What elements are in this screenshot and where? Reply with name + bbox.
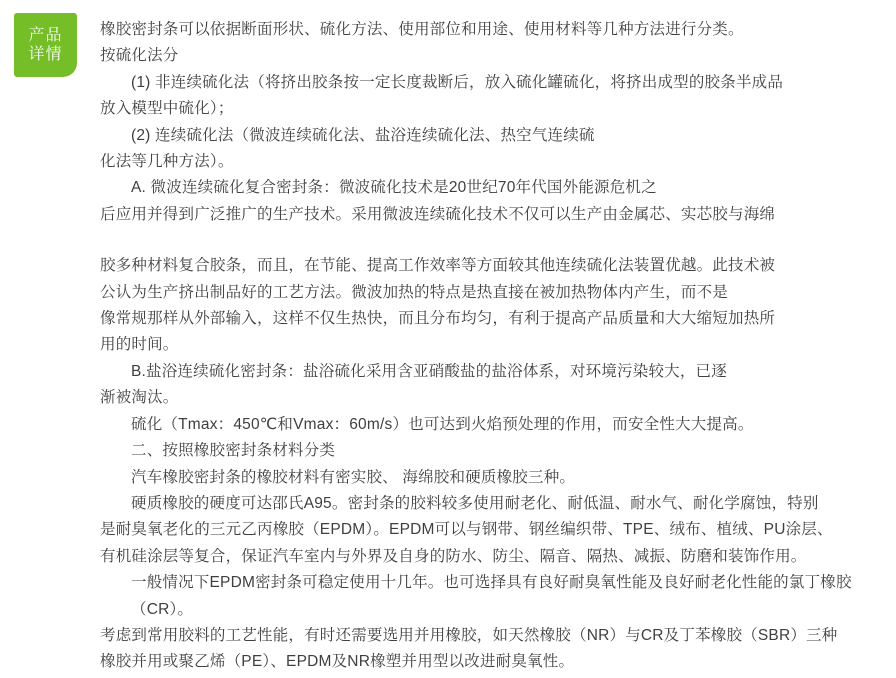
text-line: 有机硅涂层等复合，保证汽车室内与外界及自身的防水、防尘、隔音、隔热、减振、防磨和装饰作用。 <box>100 547 807 565</box>
text-line: 渐被淘汰。 <box>100 389 179 407</box>
text-line: 硬质橡胶的硬度可达邵氏A95。密封条的胶料较多使用耐老化、耐低温、耐水气、耐化学腐蚀，特别 <box>131 494 819 512</box>
text-line: 像常规那样从外部输入，这样不仅生热快，而且分布均匀，有利于提高产品质量和大大缩短加热所 <box>100 310 776 328</box>
text-line: 后应用并得到广泛推广的生产技术。采用微波连续硫化技术不仅可以生产由金属芯、实芯胶与海绵 <box>100 205 776 223</box>
text-line: (1) 非连续硫化法（将挤出胶条按一定长度裁断后，放入硫化罐硫化，将挤出成型的胶条半成品 <box>131 73 784 91</box>
content-lines <box>100 17 888 676</box>
text-line: 橡胶密封条可以依据断面形状、硫化方法、使用部位和用途、使用材料等几种方法进行分类。 <box>100 21 744 38</box>
product-details-badge-line1: 产品 <box>28 27 63 44</box>
text-line: 一般情况下EPDM密封条可稳定使用十几年。也可选择具有良好耐臭氧性能及良好耐老化性能的氯丁橡胶（CR）。 <box>131 574 852 618</box>
text-line: 硫化（Tmax：450℃和Vmax：60m/s）也可达到火焰预处理的作用，而安全性大大提高。 <box>131 415 754 433</box>
text-line: 是耐臭氧老化的三元乙丙橡胶（EPDM）。EPDM可以与钢带、钢丝编织带、TPE、绒布、植绒、PU涂层、 <box>100 521 833 539</box>
text-line: A. 微波连续硫化复合密封条：微波硫化技术是20世纪70年代国外能源危机之 <box>131 179 657 197</box>
product-description <box>100 17 888 676</box>
text-line: 用的时间。 <box>100 336 179 354</box>
text-line: 公认为生产挤出制品好的工艺方法。微波加热的特点是热直接在被加热物体内产生，而不是 <box>100 283 729 301</box>
text-line: 汽车橡胶密封条的橡胶材料有密实胶、 海绵胶和硬质橡胶三种。 <box>131 468 576 486</box>
product-details-badge <box>14 13 77 77</box>
text-line: (2) 连续硫化法（微波连续硫化法、盐浴连续硫化法、热空气连续硫 <box>131 126 595 144</box>
text-line: B.盐浴连续硫化密封条：盐浴硫化采用含亚硝酸盐的盐浴体系，对环境污染较大，已逐 <box>131 362 727 380</box>
text-line: 考虑到常用胶料的工艺性能，有时还需要选用并用橡胶，如天然橡胶（NR）与CR及丁苯橡胶（SBR）三种 <box>100 626 838 644</box>
product-details-badge-line2: 详情 <box>28 46 63 63</box>
text-line: 二、按照橡胶密封条材料分类 <box>131 442 336 460</box>
text-line: 化法等几种方法）。 <box>100 153 234 171</box>
text-line: 按硫化法分 <box>100 47 179 65</box>
text-line: 橡胶并用或聚乙烯（PE）、EPDM及NR橡塑并用型以改进耐臭氧性。 <box>100 653 575 671</box>
text-line: 放入模型中硫化）； <box>100 100 234 118</box>
text-line: 胶多种材料复合胶条，而且，在节能、提高工作效率等方面较其他连续硫化法装置优越。此技术被 <box>100 257 776 275</box>
